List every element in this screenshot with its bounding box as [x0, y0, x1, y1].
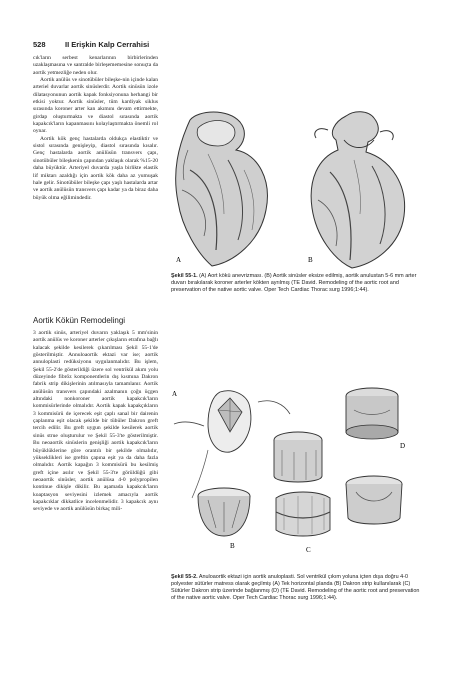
figure-1-label-b: B [308, 256, 313, 264]
annuloplasty-step-b-drawing [198, 488, 250, 536]
heart-aneurysm-drawing [176, 112, 268, 266]
section-heading: Aortik Kökün Remodelingi [33, 316, 126, 325]
figure-2-caption-label: Şekil 55-2. [171, 574, 198, 580]
body-text-bottom [33, 330, 158, 514]
figure-2-caption [171, 574, 421, 602]
annuloplasty-step-a-drawing [174, 391, 290, 498]
section-title: II Erişkin Kalp Cerrahisi [65, 40, 150, 49]
figure-2-caption-text: Anuloaortik ektazi için aortik anuloplasti. Sol ventrikül çıkım yoluna içten dışa doğru 4-0 polyester sütürler matress olarak geçilmiş (A) Tek horizontal planda (B) Dakron strip kullanılarak (C) Sütürler Dakron strip üzerinde bağlanmış (D) (TE David. Remodeling of the aortic root and preservation of the native aortic valve. Oper Tech Cardiac Thorac surg 1996;1:44). [171, 574, 420, 602]
figure-1-caption-text: (A) Aort kökü anevrizması. (B) Aortik sinüsler eksize edilmiş, aortik anulustan 5-6 mm arter duvarı bırakılarak koroner arterler kökten ayrılmış (TE David. Remodeling of the aortic root and preservation of the native aortic valve. Oper Tech Cardiac Thorac surg 1996;1:44). [171, 273, 417, 294]
paragraph: 3 aortik sinüs, arteriyel duvarın yaklaşık 5 mm'sinin aortik anülüs ve koroner arterler çıkışların etrafına bağlı kalacak şekilde kesilerek çıkarılması Şekil 55-1'de gösterilmiştir. Annuloaortik ektazi var ise; aortik annuloplasti redüksiyonu uygulanmalıdır. Bu işlem, Şekil 55-2'de gösterildiği üzere sol ventrikül akım yolu düzeyinde fibröz komponentlerin dış kısmına Dakron fabrik strip dikişlerinin atılmasıyla tamamlanır. Aortik anülüsün transvers çapındaki azalmanın çoğu üçgen altındaki nonkoroner aortik kapakcık'ların kommisürlerinde olmalıdır. Aortik kapak kapakçıkların 3 kommisürü de içerecek eşit çaplı sanal bir dairenin çaplanma eşit olacak şekilde bir tübüler Dakron greft tercih edilir. Bu greft uygun şekilde kesilerek aortik sinüs strue oluşturulur ve Şekil 55-3'te gösterilmiştir. Bu neoaortik sinüslerin genişliği aortik kapakcık'ların büyüklüklerine göre orantılı bir şekilde olmalıdır, yükseklikleri ise greftin çapına eşit ya da daha fazla olmalıdır. Aortik kapağın 3 kommisürü bu kesilmiş greft içine asılır ve Şekil 55-3'te görüldüğü gibi neoaortik sinüsler, aortik anülüsa 4-0 polypropilen kontinue dikişle dikilir. Bu aşamada kapakcık'ların koaptasyon seviyesini izlemek amacıyla aortik kapakcıklar dikkatlice incelenmelidir. 3 kapakcık aynı seviyede ve aortik anülüsün birkaç mili- [33, 330, 158, 513]
figure-1-caption-label: Şekil 55-1. [171, 273, 198, 279]
paragraph: Aortik anülüs ve sinotübüler bileşke-nin içinde kalan arteriel duvarlar aortik sinüslerdir. Aortik sinüsün izole dilatasyonunun aortik kapak fonksiyonuna herhangi bir etkisi yoktur. Aortik sinüsler, tüm kardiyak siklus sırasında koroner arter kan akımını devam ettirmekte, girdap oluşturmakta ve diastol sırasında aortik kapakcık'ların kapanmasını kolaylaştırmakta önemli rol oynar. [33, 77, 158, 135]
figure-2-illustration [168, 380, 430, 560]
figure-1-illustration [168, 110, 430, 270]
figure-2-label-b: B [230, 542, 235, 550]
figure-2-label-d: D [400, 442, 406, 450]
annuloplasty-step-c-drawing [276, 492, 330, 536]
heart-excised-sinus-drawing [311, 112, 404, 268]
annuloplasty-step-d-drawing [346, 388, 398, 439]
running-header [33, 40, 149, 49]
figure-1-caption [171, 273, 421, 294]
paragraph: Aortik kök genç hastalarda oldukça elastiktir ve sistol sırasında genişleyip, diastol sırasında kısalır. Genç hastalarda aortik anülüsün transvers çapı, sinotübüler bileşkenin çapından yaklaşık olarak %15-20 daha büyüktür. Arteriyel duvarda yaşla birlikte elastik lif miktarı azaldığı için aortik kök daha az yumuşak hale gelir. Sinotübüler bileşke çapı yaşlı hastalarda artar ve aortik anülüsün transvers çapı kadar ya da biraz daha büyük olma eğilimindedir. [33, 135, 158, 201]
figure-2-label-c: C [306, 546, 311, 554]
figure-2-label-a: A [172, 390, 178, 398]
body-text-top [33, 55, 158, 202]
annuloplasty-step-c-top-drawing [274, 432, 322, 482]
annuloplasty-result-drawing [346, 476, 402, 524]
figure-1-label-a: A [176, 256, 182, 264]
paragraph: cık'ların serbest kenarlarının birbirlerinden uzaklaşmasına ve santralde birleşememesine sonuçta da aortik yetmezliğe neden olur. [33, 55, 158, 76]
page-number: 528 [33, 40, 46, 49]
